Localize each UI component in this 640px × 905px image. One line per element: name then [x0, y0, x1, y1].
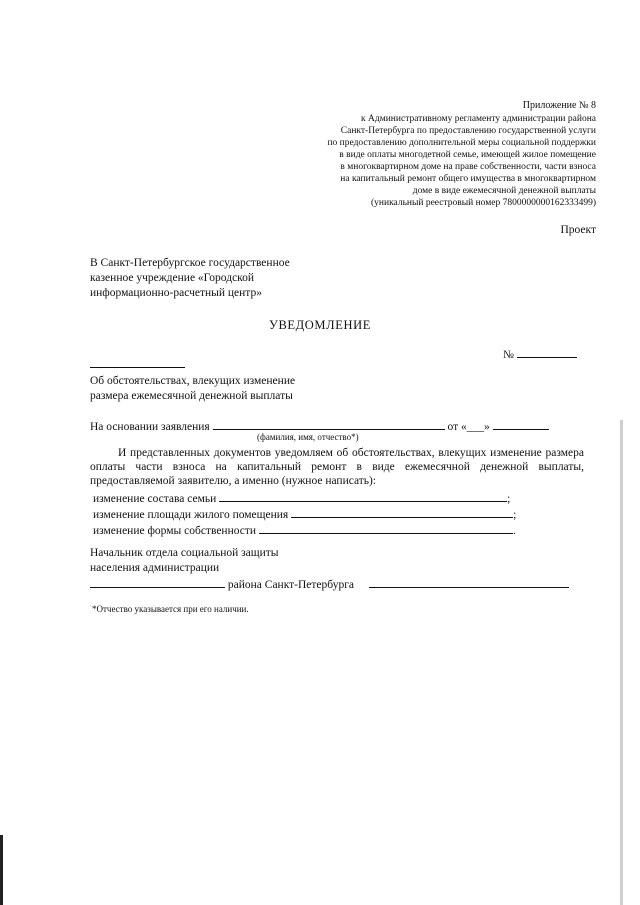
change-item-label: изменение состава семьи	[93, 493, 217, 505]
basis-from: от «	[447, 421, 467, 433]
change-item-label: изменение формы собственности	[93, 525, 257, 537]
date-blank-line	[90, 356, 185, 368]
day-blank: ___	[466, 421, 484, 433]
appendix-line: в виде оплаты многодетной семье, имеющей жилое помещение	[339, 150, 596, 160]
appendix-line: доме в виде ежемесячной денежной выплаты	[412, 186, 596, 196]
appendix-line: к Административному регламенту администрации района	[361, 114, 596, 124]
basis-prefix: На основании заявления	[90, 421, 210, 433]
project-label: Проект	[560, 224, 596, 236]
subject-line: размера ежемесячной денежной выплаты	[90, 390, 293, 402]
change-item	[93, 522, 516, 538]
appendix-line: по предоставлению дополнительной меры социальной поддержки	[327, 138, 596, 148]
paragraph-line: предоставляемой заявителю, а именно (нужное написать):	[90, 475, 377, 487]
appendix-line: Санкт-Петербурга по предоставлению государственной услуги	[340, 126, 596, 136]
change-item-end: .	[512, 525, 516, 537]
appendix-line: в многоквартирном доме на праве собственности, части взноса	[340, 162, 596, 172]
appendix-line: на капитальный ремонт общего имущества в многоквартирном	[340, 174, 596, 184]
appendix-line: (уникальный реестровый номер 7800000000162333499)	[370, 198, 596, 208]
change-item-end: ;	[513, 509, 517, 521]
scan-edge-left	[0, 835, 3, 905]
signer-line-district	[90, 576, 569, 593]
change-item-blank	[259, 522, 513, 534]
signer-block	[90, 546, 569, 593]
appendix-header	[266, 100, 596, 209]
notice-paragraph	[90, 446, 584, 488]
change-items-list	[93, 490, 516, 538]
change-item	[93, 490, 516, 506]
change-item-label: изменение площади жилого помещения	[93, 509, 289, 521]
district-blank	[90, 576, 225, 588]
signer-line: населения администрации	[90, 562, 220, 574]
name-hint: (фамилия, имя, отчество*)	[257, 432, 359, 442]
number-blank-line	[517, 346, 577, 358]
signer-district-label: района Санкт-Петербурга	[227, 579, 355, 591]
appendix-number: Приложение № 8	[522, 100, 596, 111]
change-item-end: ;	[507, 493, 511, 505]
footnote: *Отчество указывается при его наличии.	[92, 604, 249, 614]
applicant-name-blank	[213, 418, 445, 430]
change-item-blank	[219, 490, 507, 502]
addressee-line: информационно-расчетный центр»	[90, 287, 262, 299]
paragraph-line: оплаты части взноса на капитальный ремонт в виде ежемесячной денежной выплаты,	[90, 461, 584, 473]
addressee-block	[90, 256, 290, 301]
signature-blank	[369, 576, 569, 588]
addressee-line: казенное учреждение «Городской	[90, 272, 255, 284]
subject-line: Об обстоятельствах, влекущих изменение	[90, 375, 296, 387]
signer-line: Начальник отдела социальной защиты	[90, 547, 279, 559]
addressee-line: В Санкт-Петербургское государственное	[90, 257, 290, 269]
paragraph-line: И представленных документов уведомляем об обстоятельствах, влекущих изменение размера	[118, 447, 584, 459]
document-title: УВЕДОМЛЕНИЕ	[269, 318, 371, 332]
change-item-blank	[291, 506, 513, 518]
scan-edge-right	[620, 420, 623, 905]
number-sign: №	[503, 349, 514, 361]
basis-line	[90, 418, 549, 433]
change-item	[93, 506, 516, 522]
number-field	[503, 346, 577, 361]
basis-close-quote: »	[483, 421, 490, 433]
month-year-blank	[493, 418, 549, 430]
subject-block	[90, 374, 295, 404]
